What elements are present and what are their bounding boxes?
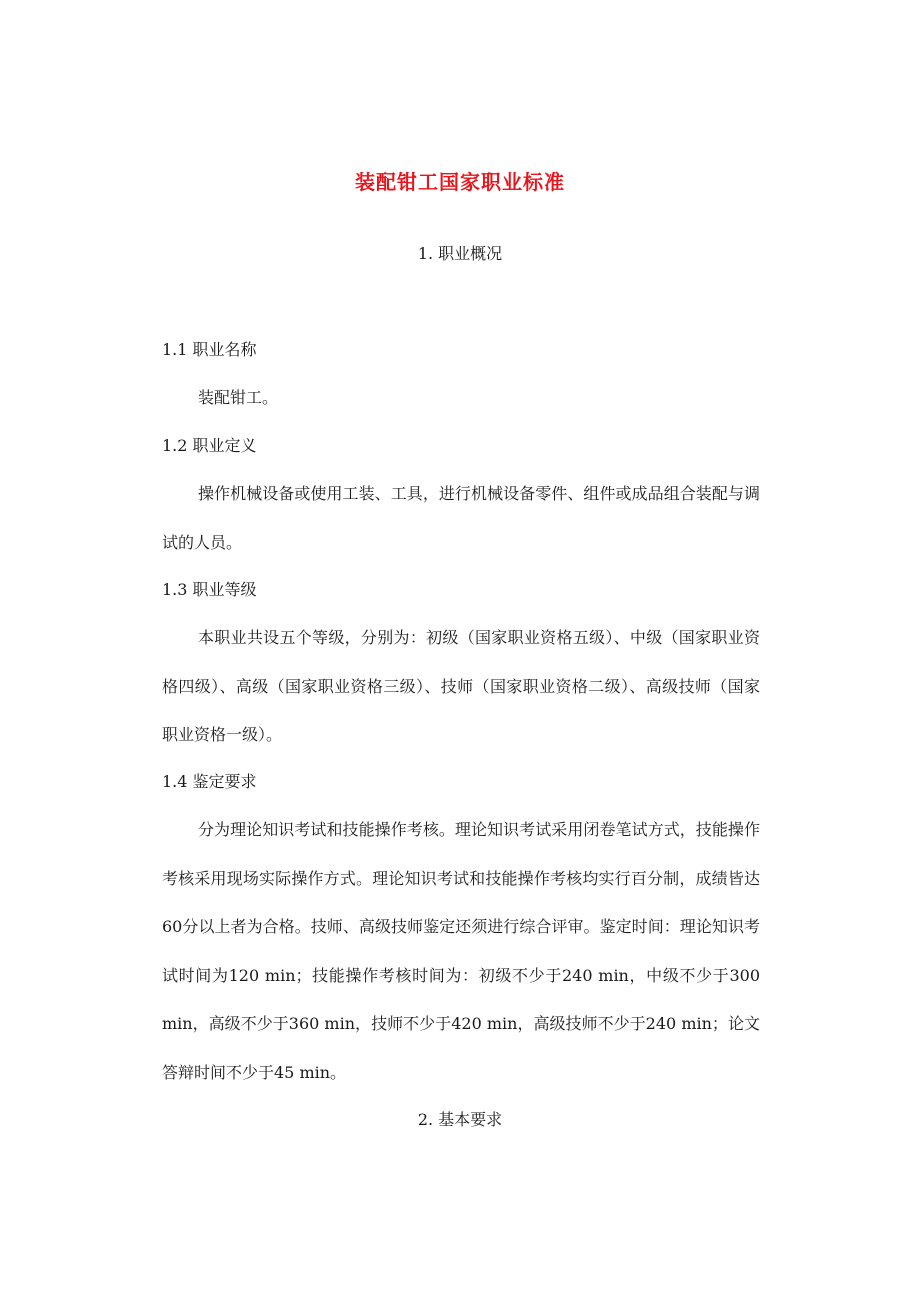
section-1-2-heading: 1.2 职业定义 [162, 436, 257, 455]
section-1-2-text: 操作机械设备或使用工装、工具，进行机械设备零件、组件或成品组合装配与调试的人员。 [162, 484, 760, 552]
section-1-1-heading: 1.1 职业名称 [162, 340, 257, 359]
section-1-3-text: 本职业共设五个等级，分别为：初级（国家职业资格五级）、中级（国家职业资格四级）、高级（国家职业资格三级）、技师（国家职业资格二级）、高级技师（国家职业资格一级）。 [162, 628, 760, 744]
section-1-3-heading: 1.3 职业等级 [162, 580, 257, 599]
section-1-4-text: 分为理论知识考试和技能操作考核。理论知识考试采用闭卷笔试方式，技能操作考核采用现场实际操作方式。理论知识考试和技能操作考核均实行百分制，成绩皆达60分以上者为合格。技师、高级技师鉴定还须进行综合评审。鉴定时间：理论知识考试时间为120 min；技能操作考核时间为：初级不少于240 min，中级不少于300 min，高级不少于360 min，技师不少于420 min，高级技师不少于240 min；论文答辩时间不少于45 min。 [162, 820, 760, 1082]
chapter-2-heading: 2. 基本要求 [417, 1110, 503, 1129]
section-1-4-heading: 1.4 鉴定要求 [162, 772, 257, 791]
chapter-1-heading: 1. 职业概况 [417, 244, 503, 263]
document-title: 装配钳工国家职业标准 [355, 170, 565, 194]
section-1-1-text: 装配钳工。 [198, 388, 279, 407]
